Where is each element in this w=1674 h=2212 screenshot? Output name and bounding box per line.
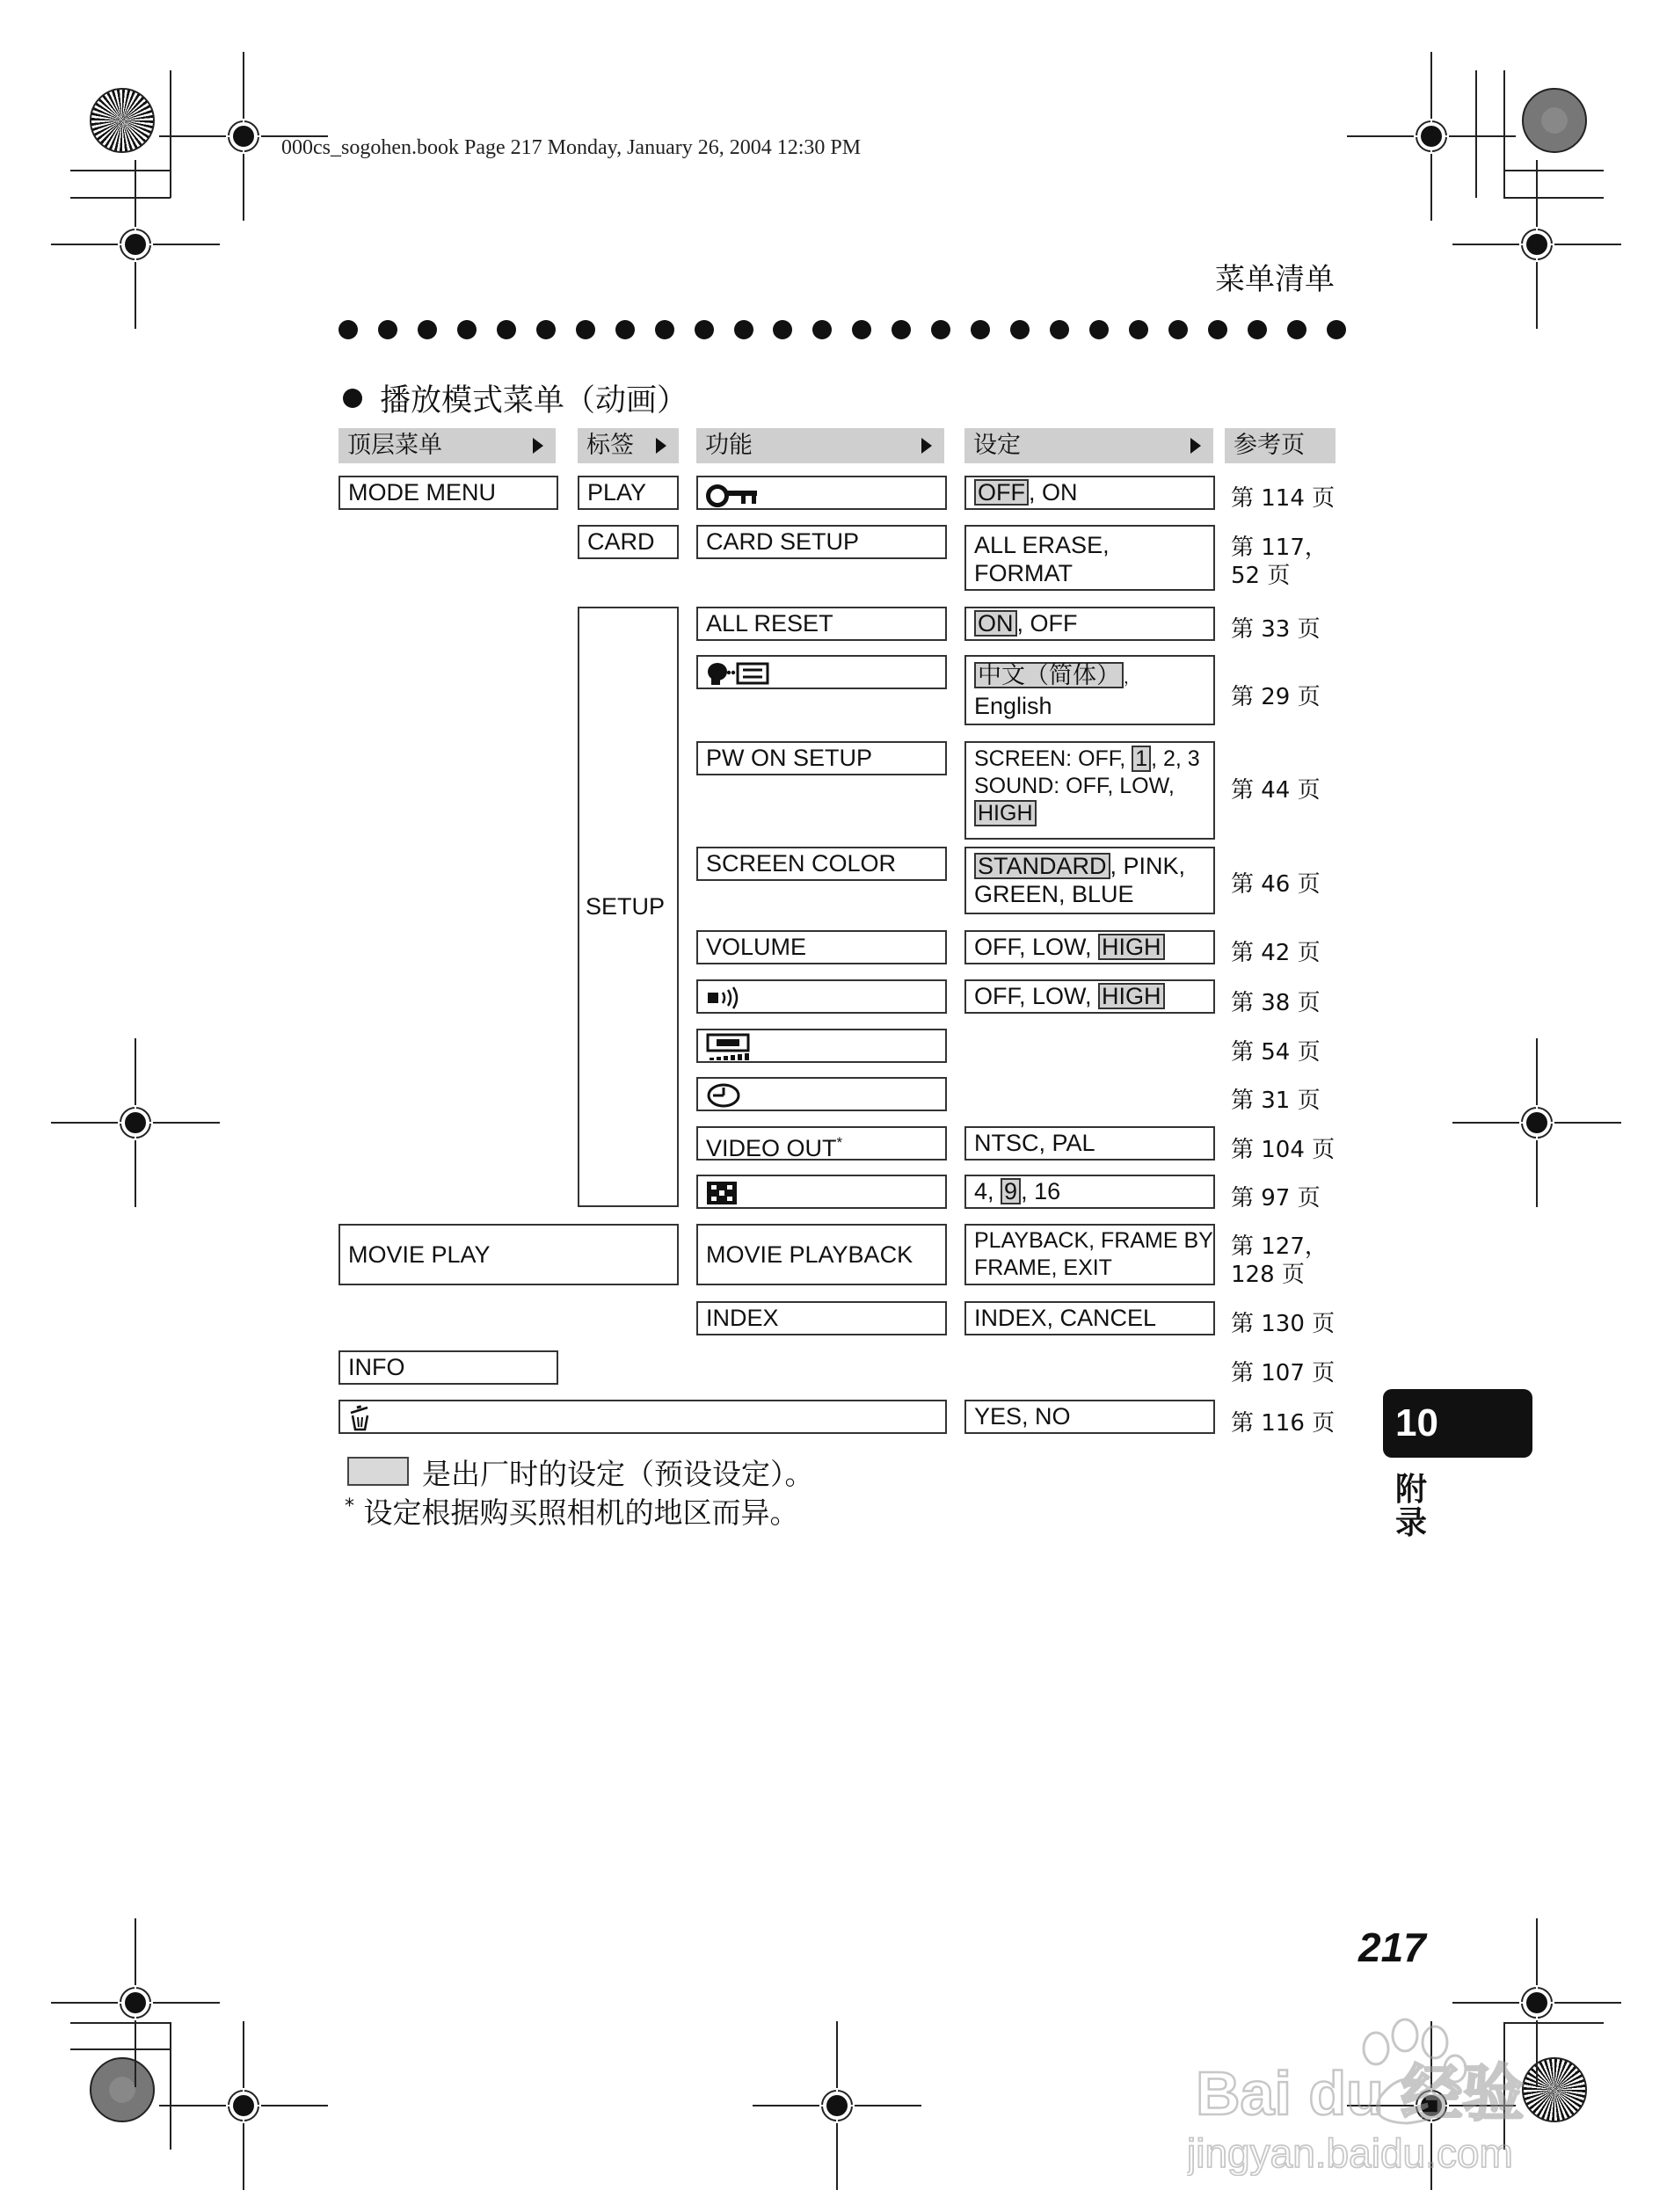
index-grid-icon: [706, 1181, 738, 1205]
tab-card: CARD: [578, 525, 679, 559]
crop-line: [1503, 70, 1505, 198]
top-menu-mode-menu: MODE MENU: [338, 476, 558, 510]
default-value: STANDARD: [974, 853, 1110, 879]
trash-icon: [348, 1405, 371, 1431]
default-value: 1: [1132, 746, 1151, 772]
setting-screen-color: STANDARD , PINK, GREEN, BLUE: [964, 847, 1215, 914]
page-number: 217: [1358, 1925, 1426, 1970]
footnote: * 设定根据购买照相机的地区而异。: [345, 1495, 799, 1530]
function-index-display: [696, 1175, 947, 1209]
reference-page: 第 127， 128 页: [1231, 1233, 1328, 1288]
column-header-setting: 设定: [964, 428, 1213, 463]
setting-index-display: 4, 9 , 16: [964, 1175, 1215, 1209]
setting-card-setup: ALL ERASE, FORMAT: [964, 525, 1215, 591]
function-protect: [696, 476, 947, 510]
bullet-icon: [343, 389, 362, 408]
crop-line: [1503, 170, 1604, 171]
default-value: HIGH: [1098, 934, 1165, 960]
top-menu-movie-play: MOVIE PLAY: [338, 1224, 679, 1285]
language-icon: [706, 661, 771, 686]
column-header-top-menu: 顶层菜单: [338, 428, 556, 463]
monitor-brightness-icon: [706, 1033, 750, 1061]
page-header: 菜单清单: [1215, 262, 1335, 297]
crop-line: [1475, 70, 1477, 198]
setting-pw-on-setup: SCREEN: OFF, 1 , 2, 3 SOUND: OFF, LOW, HIGH: [964, 741, 1215, 840]
crop-line: [70, 170, 171, 171]
reference-page: 第 130 页: [1231, 1311, 1336, 1337]
setting-index: INDEX, CANCEL: [964, 1301, 1215, 1335]
key-icon: [706, 483, 759, 506]
reference-page: 第 54 页: [1231, 1039, 1321, 1066]
crop-line: [1503, 197, 1604, 199]
reference-page: 第 117， 52 页: [1231, 535, 1328, 589]
reference-page: 第 29 页: [1231, 684, 1321, 710]
reference-page: 第 114 页: [1231, 485, 1336, 512]
function-video-out: VIDEO OUT*: [696, 1126, 947, 1161]
registration-star-icon: [90, 88, 155, 153]
setting-protect: OFF , ON: [964, 476, 1215, 510]
book-info-line: 000cs_sogohen.book Page 217 Monday, January 26, 2004 12:30 PM: [281, 136, 862, 159]
default-value: HIGH: [1098, 983, 1165, 1009]
dot-divider: [338, 320, 1346, 339]
chapter-label: 附 录: [1394, 1472, 1427, 1541]
setting-volume: OFF, LOW, HIGH: [964, 930, 1215, 964]
crop-line: [70, 2022, 171, 2024]
setting-movie-playback: PLAYBACK, FRAME BY FRAME, EXIT: [964, 1224, 1215, 1285]
reference-page: 第 33 页: [1231, 616, 1321, 643]
arrow-right-icon: [1190, 438, 1201, 454]
arrow-right-icon: [533, 438, 543, 454]
section-title: [343, 376, 688, 420]
function-screen-color: SCREEN COLOR: [696, 847, 947, 881]
arrow-right-icon: [656, 438, 666, 454]
tab-play: PLAY: [578, 476, 679, 510]
function-monitor-brightness: [696, 1029, 947, 1063]
default-value: 9: [1001, 1178, 1021, 1204]
reference-page: 第 107 页: [1231, 1360, 1336, 1386]
speaker-icon: [706, 986, 741, 1009]
crop-line: [170, 70, 171, 198]
setting-all-reset: ON , OFF: [964, 607, 1215, 641]
reference-page: 第 46 页: [1231, 871, 1321, 898]
section-title-text: 播放模式菜单（动画）: [380, 383, 688, 418]
reference-page: 第 42 页: [1231, 940, 1321, 966]
crop-line: [70, 197, 171, 199]
function-clock: [696, 1077, 947, 1111]
function-all-reset: ALL RESET: [696, 607, 947, 641]
clock-icon: [706, 1082, 741, 1109]
function-pw-on-setup: PW ON SETUP: [696, 741, 947, 775]
registration-target-icon: [1522, 88, 1587, 153]
function-language: [696, 655, 947, 689]
arrow-right-icon: [921, 438, 932, 454]
crop-line: [170, 2022, 171, 2150]
default-value: ON: [974, 610, 1017, 637]
column-header-function: 功能: [696, 428, 944, 463]
top-menu-info: INFO: [338, 1350, 558, 1385]
watermark-url: jingyan.baidu.com: [1187, 2130, 1513, 2176]
baidu-jingyan-watermark: [1187, 2000, 1591, 2176]
default-value: HIGH: [974, 800, 1037, 826]
crop-line: [70, 2048, 171, 2050]
default-value: 中文（简体）: [974, 662, 1124, 688]
registration-target-icon: [90, 2057, 155, 2122]
reference-page: 第 97 页: [1231, 1185, 1321, 1212]
top-menu-erase: [338, 1400, 947, 1434]
reference-page: 第 116 页: [1231, 1410, 1336, 1437]
function-movie-playback: MOVIE PLAYBACK: [696, 1224, 947, 1285]
reference-page: 第 104 页: [1231, 1137, 1336, 1163]
function-volume: VOLUME: [696, 930, 947, 964]
setting-erase: YES, NO: [964, 1400, 1215, 1434]
legend-text: 是出厂时的设定（预设设定）。: [422, 1457, 814, 1491]
setting-language: 中文（简体） ， English: [964, 655, 1215, 725]
default-value: OFF: [974, 479, 1029, 506]
function-card-setup: CARD SETUP: [696, 525, 947, 559]
reference-page: 第 31 页: [1231, 1088, 1321, 1114]
chapter-tab: 10: [1383, 1389, 1532, 1458]
column-header-tab: 标签: [578, 428, 679, 463]
function-index: INDEX: [696, 1301, 947, 1335]
tab-setup-label: SETUP: [586, 893, 666, 920]
watermark-text: Bai du 经验: [1196, 2059, 1525, 2128]
default-legend-swatch: [347, 1457, 409, 1486]
reference-page: 第 38 页: [1231, 990, 1321, 1016]
column-header-reference: 参考页: [1225, 428, 1336, 463]
setting-video-out: NTSC, PAL: [964, 1126, 1215, 1161]
reference-page: 第 44 页: [1231, 777, 1321, 804]
function-beep: [696, 979, 947, 1014]
setting-beep: OFF, LOW, HIGH: [964, 979, 1215, 1014]
